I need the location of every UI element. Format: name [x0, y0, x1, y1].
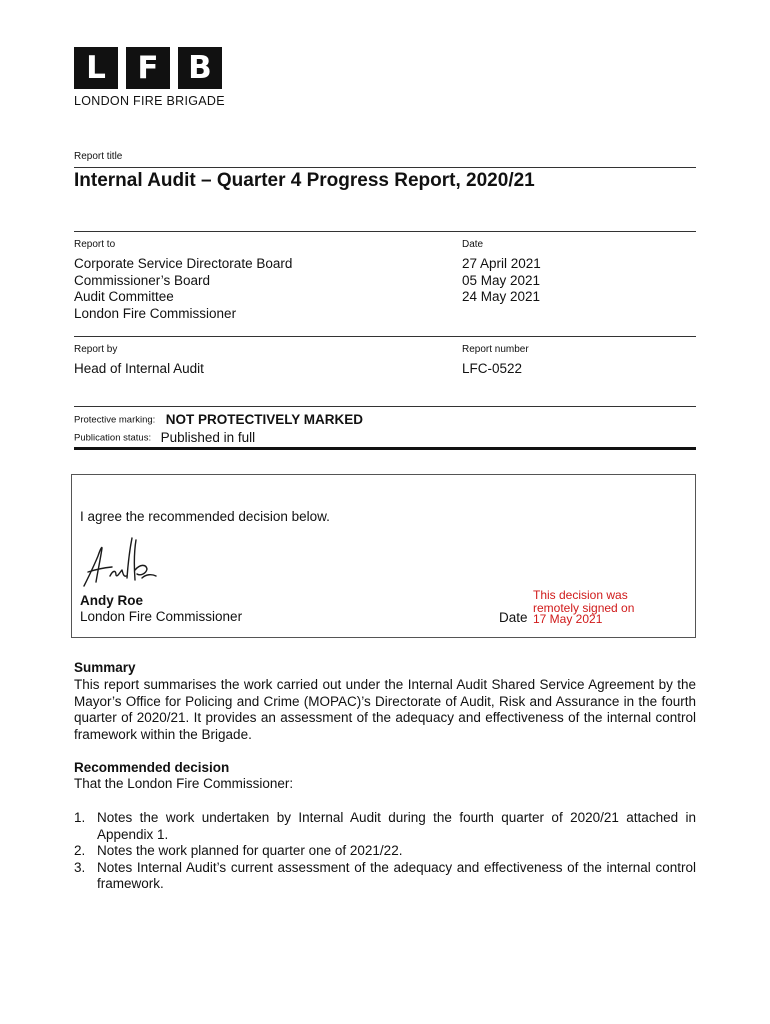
- remote-sign-note: [533, 589, 634, 614]
- publication-status-value: Published in full: [160, 430, 256, 446]
- publication-status-row: [74, 429, 255, 447]
- report-by-label: Report by: [74, 344, 118, 355]
- list-item-text: Notes Internal Audit’s current assessment of the adequacy and effectiveness of the internal control framework.: [97, 859, 696, 891]
- recommended-heading: Recommended decision: [74, 760, 230, 775]
- report-to-label: Report to: [74, 239, 116, 250]
- logo-letter-f: F: [126, 47, 170, 89]
- list-item-number: 2.: [74, 843, 86, 858]
- date-list: [462, 256, 541, 306]
- publication-status-label: Publication status:: [74, 432, 152, 444]
- report-by-value: Head of Internal Audit: [74, 361, 204, 376]
- list-item-text: Notes the work planned for quarter one of 2021/22.: [97, 843, 403, 858]
- remote-sign-note-line: This decision was: [533, 588, 628, 602]
- report-to-item: London Fire Commissioner: [74, 305, 237, 321]
- list-item-text: Notes the work undertaken by Internal Audit during the fourth quarter of 2020/21 attached in Appendix 1.: [97, 810, 696, 842]
- decision-date-label: Date: [499, 610, 528, 625]
- recommended-intro: That the London Fire Commissioner:: [74, 776, 294, 791]
- list-item: [74, 810, 696, 843]
- divider-thick: [74, 447, 696, 450]
- logo-letter-b: B: [178, 47, 222, 89]
- divider: [74, 406, 696, 407]
- protective-marking-value: NOT PROTECTIVELY MARKED: [165, 412, 364, 428]
- date-label: Date: [462, 239, 484, 250]
- logo-brigade-name: LONDON FIRE BRIGADE: [74, 94, 225, 108]
- signatory-title: London Fire Commissioner: [80, 609, 243, 624]
- logo-letter-l: L: [74, 47, 118, 89]
- divider: [74, 336, 696, 337]
- report-to-item: Audit Committee: [74, 289, 174, 304]
- protective-marking-label: Protective marking:: [74, 414, 156, 426]
- summary-text: This report summarises the work carried out under the Internal Audit Shared Service Agreement by the Mayor’s Office for Policing and Crime (MOPAC)’s Directorate of Audit, Risk and Assurance in the fourth quarter of 2020/21. It provides an assessment of the adequacy and effectiveness of the internal control framework within the Brigade.: [74, 677, 696, 742]
- divider: [74, 167, 696, 168]
- report-number-value: LFC-0522: [462, 361, 523, 376]
- page-title: Internal Audit – Quarter 4 Progress Report, 2020/21: [74, 170, 535, 191]
- report-to-item: Commissioner’s Board: [74, 272, 211, 288]
- signature-image: [80, 534, 160, 594]
- decision-signed-date: 17 May 2021: [533, 612, 603, 626]
- summary-heading: Summary: [74, 660, 136, 675]
- list-item-number: 3.: [74, 859, 86, 875]
- report-number-label: Report number: [462, 344, 529, 355]
- report-to-item: Corporate Service Directorate Board: [74, 256, 293, 271]
- list-item: [74, 843, 696, 860]
- signatory-name: Andy Roe: [80, 593, 144, 608]
- report-to-list: [74, 256, 292, 322]
- recommendation-list: [74, 810, 696, 893]
- protective-marking-row: [74, 411, 363, 429]
- date-item: 27 April 2021: [462, 256, 541, 271]
- divider: [74, 231, 696, 232]
- agree-statement: I agree the recommended decision below.: [80, 509, 330, 524]
- list-item: [74, 860, 696, 893]
- report-title-label: Report title: [74, 151, 123, 162]
- remote-sign-note-line: remotely signed on: [533, 600, 635, 615]
- list-item-number: 1.: [74, 810, 86, 825]
- date-item: 24 May 2021: [462, 289, 541, 304]
- date-item: 05 May 2021: [462, 272, 541, 288]
